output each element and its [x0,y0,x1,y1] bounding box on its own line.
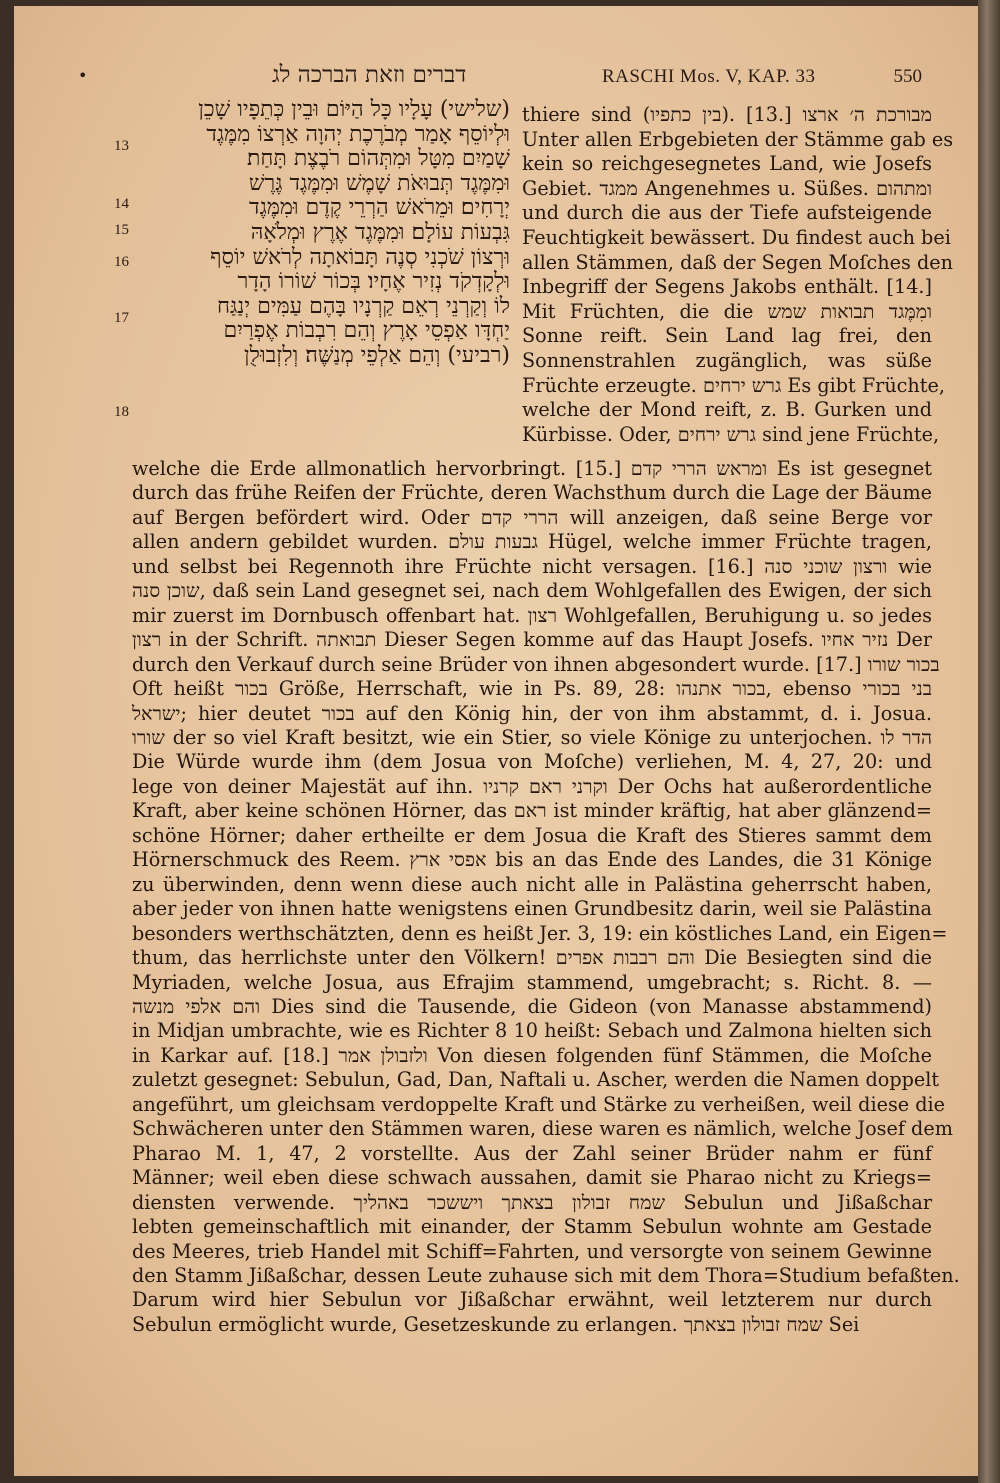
verse-number: 18 [114,404,129,420]
commentary-line: allen Stämmen, daß der Segen Moſches den [522,250,953,274]
commentary-line: Darum wird hier Sebulun vor Jißaßchar erwähnt, weil letzterem nur durch [132,1288,932,1312]
commentary-line: שוכן סנה, daß sein Land gesegnet sei, nach dem Wohlgefallen des Ewigen, der sich [132,579,932,603]
hebrew-line: (שלישי) עָלָיו כָּל הַיּוֹם וּבֵין כְּתֵפָיו שָׁכֵן [198,97,510,122]
header-hebrew-title: דברים וזאת הברכה לג [272,62,467,88]
commentary-line: Kraft, aber keine schönen Hörner, das ראם ist minder kräftig, hat aber glänzend= [132,799,932,823]
verse-number: 16 [114,254,129,270]
commentary-line: Kürbisse. Oder, גרש ירחים sind jene Früchte, [522,422,940,446]
commentary-line: Sonnenstrahlen zugänglich, was süße [522,348,932,372]
book-edge [978,0,1000,1483]
commentary-line: auf Bergen befördert wird. Oder הררי קדם will anzeigen, daß seine Berge vor [132,505,932,529]
header-marker: • [78,66,88,85]
commentary-line: allen andern gebildet wurden. גבעות עולם Hügel, welche immer Früchte tragen, [132,530,932,554]
commentary-line: lebten gemeinschaftlich mit einander, der Stamm Sebulun wohnte am Gestade [132,1215,932,1239]
commentary-line: Hörnerschmuck des Reem. אפסי ארץ bis an das Ende des Landes, die 31 Könige [132,848,933,872]
commentary-line: zuletzt gesegnet: Sebulun, Gad, Dan, Naftali u. Ascher, werden die Namen doppelt [132,1068,940,1092]
commentary-line: ישראל; hier deutet בכור auf den König hin, der von ihm abstammt, d. i. Josua. [132,701,932,725]
commentary-line: des Meeres, trieb Handel mit Schiff=Fahrten, und versorgte von seinem Gewinne [132,1239,932,1263]
commentary-line: Oft heißt בכור Größe, Herrschaft, wie in Ps. 89, 28: בכור אתנהו, ebenso בני בכורי [132,677,933,701]
book-page [14,6,978,1476]
commentary-line: Inbegriff der Segens Jakobs enthält. [14.] [522,275,932,299]
hebrew-line: יְרָחִים׃ וּמֵרֹאשׁ הַרְרֵי קֶדֶם וּמִמֶּגֶד [249,195,510,221]
commentary-line: Gebiet. ממגד Angenehmes u. Süßes. ומתהום [522,176,932,200]
commentary-line: durch den Verkauf durch seine Brüder von ihnen abgesondert wurde. [17.] בכור שורו [132,652,940,676]
commentary-line: und selbst bei Regennoth ihre Früchte nicht versagen. [16.] ורצון שוכני סנה wie [132,554,932,578]
commentary-line: durch das frühe Reifen der Früchte, deren Wachsthum durch die Lage der Bäume [132,481,932,505]
commentary-line: Sonne reift. Sein Land lag frei, den [522,324,932,348]
commentary-line: Schwächeren unter den Stämmen waren, diese waren es nämlich, welche Josef dem [132,1117,953,1141]
verse-number: 15 [114,222,129,238]
commentary-line: Myriaden, welche Josua, aus Efrajim stammend, umgebracht; s. Richt. 8. — [132,970,932,994]
commentary-line: und durch die aus der Tiefe aufsteigende [522,201,932,225]
verse-number: 14 [114,196,129,212]
commentary-line: welche die Erde allmonatlich hervorbringt. [15.] ומראש הררי קדם Es ist gesegnet [132,457,932,480]
header-title: RASCHI Mos. V, KAP. 33 [602,66,816,87]
commentary-line: רצון in der Schrift. תבואתה Dieser Segen komme auf das Haupt Josefs. נזיר אחיו Der [132,628,933,652]
commentary-line: Unter allen Erbgebieten der Stämme gab es [522,127,954,151]
commentary-line: in Karkar auf. [18.] ולזבולן אמר Von diesen folgenden fünf Stämmen, die Moſche [132,1043,932,1067]
commentary-full-width [132,457,960,1337]
commentary-line: kein so reichgesegnetes Land, wie Josefs [522,152,932,176]
commentary-line: Pharao M. 1, 47, 2 vorstellte. Aus der Zahl seiner Brüder nahm er fünf [132,1141,932,1165]
commentary-line: Feuchtigkeit bewässert. Du findest auch bei [522,225,951,249]
commentary-line: angeführt, um gleichsam verdoppelte Kraft und Stärke zu verheißen, weil diese die [132,1092,946,1116]
commentary-line: aber jeder von ihnen hatte wenigstens einen Grundbesitz darin, weil sie Palästina [132,897,932,921]
commentary-line: zu überwinden, denn wenn diese auch nicht alle in Palästina geherrscht haben, [132,872,932,896]
commentary-line: thiere sind (בין כתפיו). [13.] מבורכת ה׳ ארצו [522,103,932,126]
hebrew-line: וּלְקָדְקֹד נְזִיר אֶחָיו׃ בְּכוֹר שׁוֹרוֹ הָדָר [237,269,510,295]
hebrew-line: וּמִמֶּגֶד תְּבוּאֹת שָׁמֶשׁ וּמִמֶּגֶד גֶּרֶשׁ [248,170,510,196]
commentary-line: Männer; weil eben diese schwach aussahen, damit sie Pharao nicht zu Kriegs= [132,1166,932,1190]
commentary-line: והם אלפי מנשה Dies sind die Tausende, die Gideon (von Manasse abstammend) [132,994,932,1018]
page-header [54,62,938,94]
commentary-right-column [522,103,954,447]
commentary-line: Die Würde wurde ihm (dem Josua von Moſche) verliehen, M. 4, 27, 20: und [132,750,932,774]
hebrew-line: (רביעי) וְהֵם אַלְפֵי מְנַשֶּׁה׃ וְלִזְבוּלֻן [244,342,510,368]
page-number: 550 [893,66,922,87]
commentary-line: diensten verwende. שמח זבולון בצאתך ויששכר באהליך Sebulun und Jißaßchar [132,1190,933,1214]
commentary-line: שורו der so viel Kraft besitzt, wie ein Stier, so viele Könige zu unterjochen. הדר לו [132,725,932,749]
commentary-line: thum, das herrlichste unter den Völkern! והם רבבות אפרים Die Besiegten sind die [132,946,933,970]
commentary-line: Früchte erzeugte. גרש ירחים Es gibt Früchte, [522,373,945,397]
hebrew-text-column [122,98,510,369]
hebrew-line: גִּבְעוֹת עוֹלָם׃ וּמִמֶּגֶד אֶרֶץ וּמְלֹאָהּ [250,219,510,245]
commentary-line: lege von deiner Majestät auf ihn. וקרני ראם קרניו Der Ochs hat außerordentliche [132,774,932,798]
commentary-line: besonders werthschätzten, denn es heißt Jer. 3, 19: ein köstliches Land, ein Eigen= [132,921,948,945]
verse-number: 13 [114,138,129,154]
commentary-line: welche der Mond reift, z. B. Gurken und [522,398,932,422]
hebrew-line: וּרְצוֹן שֹׁכְנִי סְנֶה תָּבוֹאתָה לְרֹאשׁ יוֹסֵף [210,244,510,270]
commentary-line: in Midjan umbrachte, wie es Richter 8 10 heißt: Sebach und Zalmona hielten sich [132,1019,932,1043]
commentary-line: mir zuerst im Dornbusch offenbart hat. רצון Wohlgefallen, Beruhigung u. so jedes [132,603,932,627]
verse-number: 17 [114,310,129,326]
commentary-line: Sebulun ermöglicht wurde, Gesetzeskunde zu erlangen. שמח זבולון בצאתך Sei [132,1312,860,1336]
hebrew-line: וּלְיוֹסֵף אָמַר מְבֹרֶכֶת יְהוָה אַרְצוֹ מִמֶּגֶד [206,121,510,147]
commentary-line: Mit Früchten, die die ומִמֶּגד תבואות שמש [522,299,932,323]
hebrew-line: לוֹ וְקַרְנֵי רְאֵם קַרְנָיו בָּהֶם עַמִּים יְנַגַּח [216,293,510,319]
commentary-line: den Stamm Jißaßchar, dessen Leute zuhause sich mit dem Thora=Studium befaßten. [132,1263,960,1287]
hebrew-line: יַחְדָּו אַפְסֵי אָרֶץ וְהֵם רִבְבוֹת אֶפְרַיִם [223,318,510,344]
commentary-line: schöne Hörner; daher ertheilte er dem Josua die Kraft des Stieres sammt dem [132,823,932,847]
hebrew-line: שָׁמַיִם מִטָּל וּמִתְּהוֹם רֹבֶצֶת תָּחַת׃ [246,146,510,172]
